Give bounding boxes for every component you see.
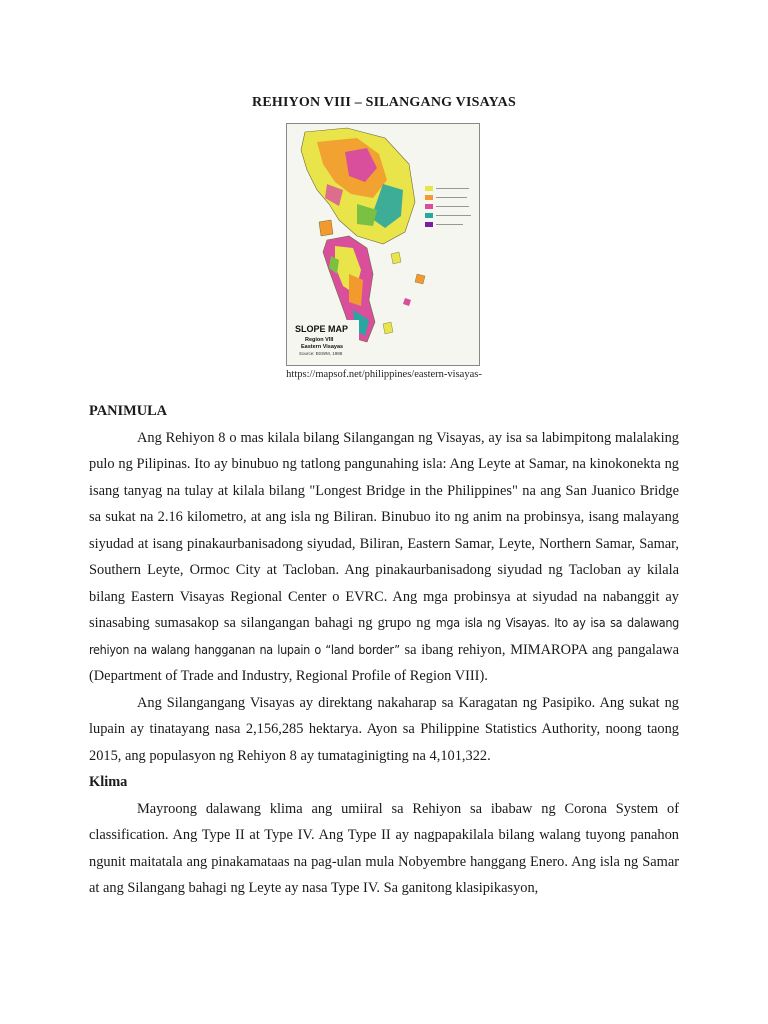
map-region: Region VIII <box>305 337 334 343</box>
paragraph-text-alt-font: mga isla ng Visayas. Ito ay isa sa dalawang rehiyon na walang hangganan na lupain o “land border” <box>89 615 679 657</box>
legend-swatch-5 <box>425 222 433 227</box>
paragraph-text: Ang Rehiyon 8 o mas kilala bilang Silangangan ng Visayas, ay isa sa labimpitong malalaking pulo ng Pilipinas. Ito ay binubuo ng tatlong pangunahing isla: Ang Leyte at Samar, na kinokonekta ng isang tanyag na tulay at kilala bilang "Longest Bridge in the Philippines" na ang San Juanico Bridge sa sukat na 2.16 kilometro, at ang isla ng Biliran. Binubuo ito ng anim na probinsya, isang malayang siyudad at isang pinakaurbanisadong siyudad, Biliran, Eastern Samar, Leyte, Northern Samar, Samar, Southern Leyte, Ormoc City at Tacloban. Ang pinakaurbanisadong siyudad ng Tacloban ay kilala bilang Eastern Visayas Regional Center o EVRC. Ang mga probinsya at siyudad na nabanggit ay sinasabing sumasakop sa silangangan bahagi ng grupo ng <box>89 429 679 631</box>
paragraph-text: sa ibang rehiyon, MIMAROPA ang pangalawa (Department of Trade and Industry, Regional Profile of Region VIII). <box>89 641 680 684</box>
map-area: Eastern Visayas <box>301 344 344 350</box>
figure-caption: https://mapsof.net/philippines/eastern-visayas- <box>286 369 482 380</box>
section-heading-panimula: PANIMULA <box>89 403 168 419</box>
document-title: REHIYON VIII – SILANGANG VISAYAS <box>252 95 516 110</box>
slope-map-illustration <box>287 124 479 365</box>
paragraph-panimula-1 <box>89 425 679 690</box>
map-title: SLOPE MAP <box>295 324 349 334</box>
document-body <box>89 398 679 902</box>
paragraph-panimula-2: Ang Silangangang Visayas ay direktang nakaharap sa Karagatan ng Pasipiko. Ang sukat ng lupain ay tinatayang nasa 2,156,285 hektarya. Ayon sa Philippine Statistics Authority, noong taong 2015, ang populasyon ng Rehiyon 8 ay tumataginigting na 4,101,322. <box>89 694 679 764</box>
map-source: Source: BSWM, 1988 <box>299 351 343 356</box>
legend-swatch-1 <box>425 186 433 191</box>
legend-swatch-4 <box>425 213 433 218</box>
section-heading-klima: Klima <box>89 774 128 790</box>
paragraph-klima-1: Mayroong dalawang klima ang umiiral sa Rehiyon sa ibabaw ng Corona System of classification. Ang Type II at Type IV. Ang Type II ay nagpapakilala bilang walang tuyong panahon ngunit maitatala ang pinakamataas na pag-ulan mula Nobyembre hanggang Enero. Ang isla ng Samar at ang Silangang bahagi ng Leyte ay nasa Type IV. Sa ganitong klasipikasyon, <box>89 800 679 896</box>
legend-swatch-3 <box>425 204 433 209</box>
slope-map-image <box>286 123 480 366</box>
legend-swatch-2 <box>425 195 433 200</box>
